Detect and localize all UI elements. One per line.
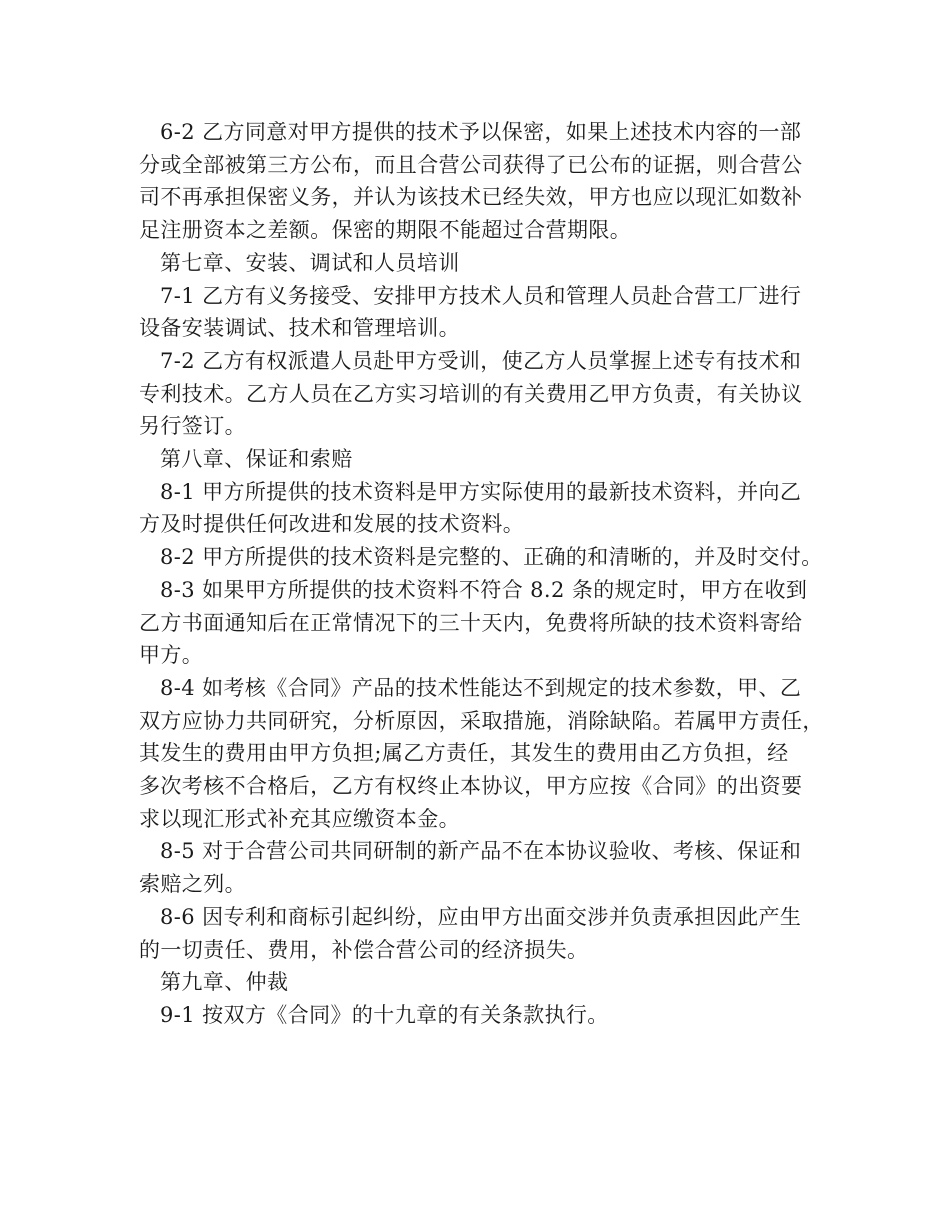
paragraph [139, 476, 829, 541]
paragraph [139, 247, 829, 280]
text-line: 双方应协力共同研究，分析原因，采取措施，消除缺陷。若属甲方责任， [139, 708, 824, 733]
text-line: 司不再承担保密义务，并认为该技术已经失效，甲方也应以现汇如数补 [139, 185, 803, 210]
text-line: 另行签订。 [139, 414, 246, 439]
text-line: 8-3 如果甲方所提供的技术资料不符合 8.2 条的规定时，甲方在收到 [160, 577, 808, 602]
text-line: 9-1 按双方《合同》的十九章的有关条款执行。 [160, 1002, 609, 1027]
text-line: 第八章、保证和索赔 [160, 447, 353, 472]
text-line: 设备安装调试、技术和管理培训。 [139, 316, 460, 341]
paragraph [139, 443, 829, 476]
text-line: 第九章、仲裁 [160, 970, 289, 995]
paragraph [139, 280, 829, 345]
text-line: 方及时提供任何改进和发展的技术资料。 [139, 512, 525, 537]
text-line: 8-5 对于合营公司共同研制的新产品不在本协议验收、考核、保证和 [160, 839, 802, 864]
text-line: 专利技术。乙方人员在乙方实习培训的有关费用乙甲方负责，有关协议 [139, 381, 803, 406]
text-line: 的一切责任、费用，补偿合营公司的经济损失。 [139, 937, 589, 962]
text-line: 乙方书面通知后在正常情况下的三十天内，免费将所缺的技术资料寄给 [139, 610, 803, 635]
text-line: 足注册资本之差额。保密的期限不能超过合营期限。 [139, 218, 632, 243]
paragraph [139, 999, 829, 1032]
paragraph [139, 541, 829, 574]
text-line: 求以现汇形式补充其应缴资本金。 [139, 806, 460, 831]
text-line: 6-2 乙方同意对甲方提供的技术予以保密，如果上述技术内容的一部 [160, 120, 802, 144]
text-line: 甲方。 [139, 643, 204, 668]
text-line: 7-1 乙方有义务接受、安排甲方技术人员和管理人员赴合营工厂进行 [160, 283, 802, 308]
text-line: 8-6 因专利和商标引起纠纷，应由甲方出面交涉并负责承担因此产生 [160, 904, 802, 929]
paragraph [139, 574, 829, 672]
text-line: 7-2 乙方有权派遣人员赴甲方受训，使乙方人员掌握上述专有技术和 [160, 348, 802, 373]
document-body [139, 116, 829, 1032]
text-line: 其发生的费用由甲方负担;属乙方责任，其发生的费用由乙方负担，经 [139, 741, 789, 766]
paragraph [139, 345, 829, 443]
paragraph [139, 672, 829, 836]
text-line: 索赔之列。 [139, 872, 246, 897]
paragraph [139, 116, 829, 247]
text-line: 第七章、安装、调试和人员培训 [160, 250, 460, 275]
paragraph [139, 835, 829, 900]
text-line: 分或全部被第三方公布，而且合营公司获得了已公布的证据，则合营公 [139, 152, 803, 177]
text-line: 多次考核不合格后，乙方有权终止本协议，甲方应按《合同》的出资要 [139, 774, 803, 799]
text-line: 8-4 如考核《合同》产品的技术性能达不到规定的技术参数，甲、乙 [160, 675, 802, 700]
paragraph [139, 901, 829, 966]
text-line: 8-1 甲方所提供的技术资料是甲方实际使用的最新技术资料，并向乙 [160, 479, 802, 504]
text-line: 8-2 甲方所提供的技术资料是完整的、正确的和清晰的，并及时交付。 [160, 545, 823, 570]
paragraph [139, 966, 829, 999]
